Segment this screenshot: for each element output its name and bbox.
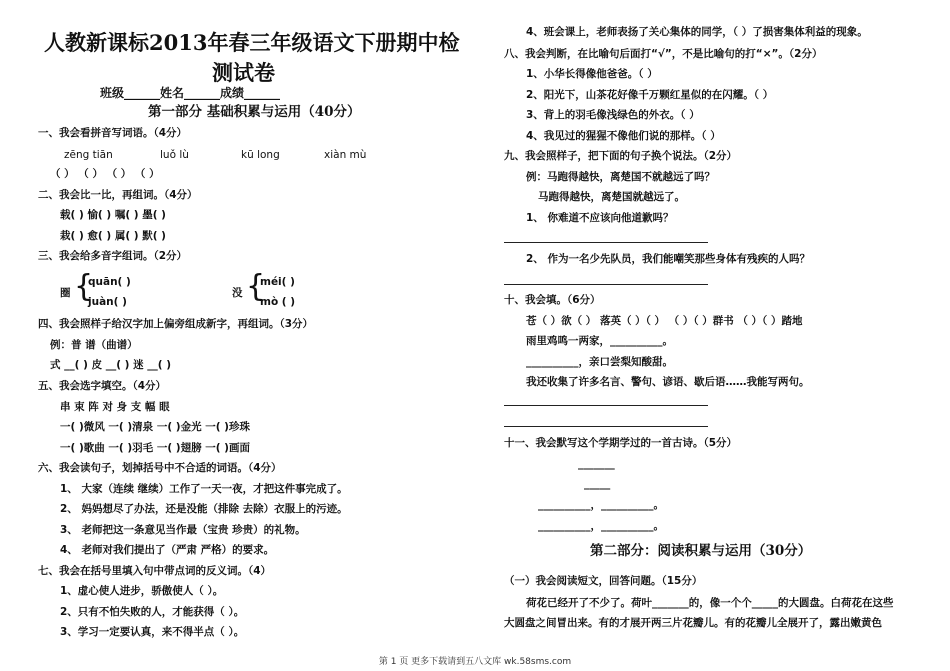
q10-row-3[interactable]: __________，亲口尝梨知酸甜。 — [526, 356, 673, 368]
q9-item-1: 1、 你难道不应该向他道歉吗？ — [526, 212, 674, 224]
q7-item-4[interactable]: 4、班会课上，老师表扬了关心集体的同学，（ ）了损害集体利益的现象。 — [526, 26, 868, 38]
q9-heading: 九、我会照样子，把下面的句子换个说法。（2分） — [504, 150, 738, 162]
q1-heading: 一、我会看拼音写词语。（4分） — [38, 127, 188, 139]
q6-heading: 六、我会读句子，划掉括号中不合适的词语。（4分） — [38, 462, 282, 474]
q2-row-1[interactable]: 载( ) 愉( ) 嘱( ) 墨( ) — [60, 209, 166, 221]
q10-row-2[interactable]: 雨里鸡鸣一两家，__________。 — [526, 335, 673, 347]
q11-verse-line-2[interactable]: __________，__________。 — [538, 520, 664, 532]
q1-pinyin-4: xiàn mù — [324, 149, 367, 161]
q10-heading: 十、我会填。（6分） — [504, 294, 601, 306]
part2-heading: 第二部分：阅读积累与运用（30分） — [590, 543, 812, 559]
q3-brace-1: { — [74, 269, 94, 304]
q6-item-3[interactable]: 3、 老师把这一条意见当作最（宝贵 珍贵）的礼物。 — [60, 524, 306, 536]
q2-row-2[interactable]: 栽( ) 愈( ) 属( ) 默( ) — [60, 230, 166, 242]
q4-example: 例：普 谱（曲谱） — [50, 339, 138, 351]
exam-title-line1: 人教新课标2013年春三年级语文下册期中检 — [44, 30, 460, 55]
q8-heading: 八、我会判断，在比喻句后面打“√”，不是比喻句的打“×”。（2分） — [504, 48, 823, 60]
q1-pinyin-3: kū long — [241, 149, 280, 161]
q3-char-2: 没 — [232, 287, 243, 299]
q11-title-line[interactable]: _______ — [578, 458, 615, 470]
q3-char2-reading-2[interactable]: mò ( ) — [260, 296, 296, 308]
q3-char1-reading-2[interactable]: juàn( ) — [88, 296, 127, 308]
q3-char1-reading-1[interactable]: quān( ) — [88, 276, 131, 288]
q9-answer-line-1[interactable] — [504, 242, 708, 243]
q8-item-4[interactable]: 4、我见过的猩猩不像他们说的那样。（ ） — [526, 130, 721, 142]
q6-item-1[interactable]: 1、 大家（连续 继续）工作了一天一夜，才把这件事完成了。 — [60, 483, 348, 495]
q11-heading: 十一、我会默写这个学期学过的一首古诗。（5分） — [504, 437, 738, 449]
q11-author-line[interactable]: _____ — [584, 478, 611, 490]
reading-paragraph-line-1: 荷花已经开了不少了。荷叶_______的，像一个个_____的大圆盘。白荷花在这些 — [526, 597, 894, 609]
q9-example-2: 马跑得越快，离楚国就越远了。 — [538, 191, 685, 203]
q3-char2-reading-1[interactable]: méi( ) — [260, 276, 295, 288]
q2-heading: 二、我会比一比，再组词。（4分） — [38, 189, 198, 201]
q7-item-2[interactable]: 2、只有不怕失败的人，才能获得（ ）。 — [60, 606, 245, 618]
q5-row-2[interactable]: 一( )歌曲 一( )羽毛 一( )翅膀 一( )画面 — [60, 442, 250, 454]
q1-answer-blanks[interactable]: （ ） （ ） （ ） （ ） — [50, 168, 160, 180]
q6-item-4[interactable]: 4、 老师对我们提出了（严肃 严格）的要求。 — [60, 544, 275, 556]
q7-item-3[interactable]: 3、学习一定要认真，来不得半点（ ）。 — [60, 626, 245, 638]
q10-row-4: 我还收集了许多名言、警句、谚语、歇后语……我能写两句。 — [526, 376, 810, 388]
left-column — [38, 0, 468, 671]
exam-title-line2: 测试卷 — [212, 60, 275, 85]
q5-row-1[interactable]: 一( )微风 一( )清泉 一( )金光 一( )珍珠 — [60, 421, 250, 433]
q5-choice-chars: 串 束 阵 对 身 支 幅 眼 — [60, 401, 170, 413]
q8-item-2[interactable]: 2、阳光下，山茶花好像千万颗红星似的在闪耀。（ ） — [526, 89, 774, 101]
q11-verse-line-1[interactable]: __________，__________。 — [538, 499, 664, 511]
q9-example-1: 例：马跑得越快，离楚国不就越远了吗？ — [526, 171, 715, 183]
q3-brace-2: { — [246, 269, 266, 304]
q4-items[interactable]: 式 __( ) 皮 __( ) 迷 __( ) — [50, 359, 172, 371]
student-info-line: 班级______姓名______成绩______ — [100, 86, 281, 100]
q9-item-2: 2、 作为一名少先队员，我们能嘲笑那些身体有残疾的人吗？ — [526, 253, 810, 265]
q8-item-1[interactable]: 1、小华长得像他爸爸。（ ） — [526, 68, 658, 80]
q1-pinyin-1: zēng tiān — [64, 149, 113, 161]
q1-pinyin-2: luǒ lù — [160, 149, 189, 161]
q3-char-1: 圈 — [60, 287, 71, 299]
q3-heading: 三、我会给多音字组词。（2分） — [38, 250, 188, 262]
page-footer: 第 1 页 更多下载请到五八文库 wk.58sms.com — [378, 657, 572, 667]
q7-heading: 七、我会在括号里填入句中带点词的反义词。（4） — [38, 565, 272, 577]
q8-item-3[interactable]: 3、背上的羽毛像浅绿色的外衣。（ ） — [526, 109, 700, 121]
q4-heading: 四、我会照样子给汉字加上偏旁组成新字，再组词。（3分） — [38, 318, 314, 330]
q5-heading: 五、我会选字填空。（4分） — [38, 380, 167, 392]
q10-answer-line-1[interactable] — [504, 405, 708, 406]
reading-heading: （一）我会阅读短文，回答问题。（15分） — [504, 575, 703, 587]
q10-row-1[interactable]: 苍（ ）欲（ ） 落英（ ）（ ） （ ）（ ）群书 （ ）（ ）踏地 — [526, 315, 803, 327]
part1-heading: 第一部分 基础积累与运用（40分） — [148, 104, 361, 120]
right-column — [500, 0, 930, 671]
q7-item-1[interactable]: 1、虚心使人进步，骄傲使人（ ）。 — [60, 585, 224, 597]
reading-paragraph-line-2: 大圆盘之间冒出来。有的才展开两三片花瓣儿。有的花瓣儿全展开了，露出嫩黄色 — [504, 617, 882, 629]
q6-item-2[interactable]: 2、 妈妈想尽了办法，还是没能（排除 去除）衣服上的污迹。 — [60, 503, 348, 515]
q9-answer-line-2[interactable] — [504, 284, 708, 285]
q10-answer-line-2[interactable] — [504, 426, 708, 427]
